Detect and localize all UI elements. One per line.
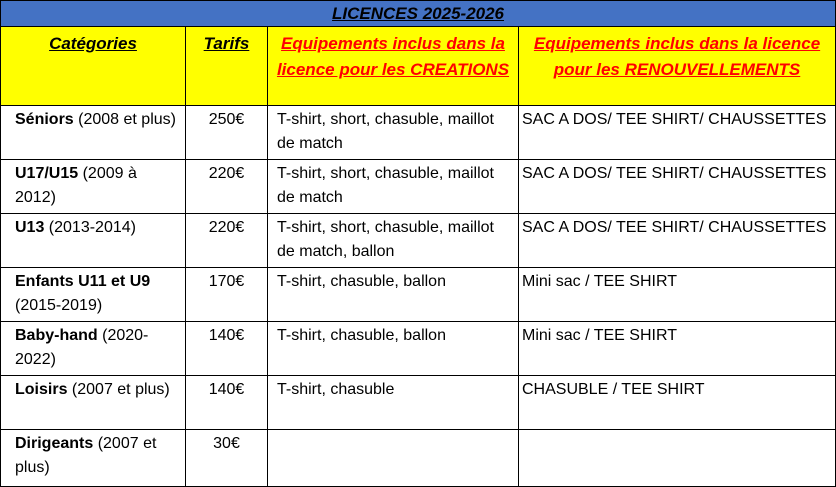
table-title-cell <box>1 1 836 27</box>
equip-renewal-cell: CHASUBLE / TEE SHIRT <box>519 376 836 430</box>
price-cell: 220€ <box>186 214 268 268</box>
category-years: (2013-2014) <box>44 219 136 236</box>
table-row <box>1 430 836 487</box>
equip-renewal-cell: SAC A DOS/ TEE SHIRT/ CHAUSSETTES <box>519 160 836 214</box>
table-row <box>1 160 836 214</box>
category-years: (2007 et plus) <box>67 381 170 398</box>
category-cell <box>1 106 186 160</box>
category-years: (2007 et plus) <box>15 435 157 476</box>
category-years: (2015-2019) <box>15 297 103 314</box>
header-row <box>1 27 836 106</box>
category-name: Dirigeants <box>15 435 94 452</box>
header-tarifs: Tarifs <box>186 27 268 106</box>
category-name: Enfants U11 et U9 <box>15 273 151 290</box>
category-years: (2008 et plus) <box>73 111 176 128</box>
category-name: U17/U15 <box>15 165 79 182</box>
table-row <box>1 214 836 268</box>
category-cell <box>1 160 186 214</box>
equip-renewal-cell: Mini sac / TEE SHIRT <box>519 268 836 322</box>
equip-renewal-cell: Mini sac / TEE SHIRT <box>519 322 836 376</box>
category-cell <box>1 376 186 430</box>
category-cell <box>1 214 186 268</box>
table-row <box>1 376 836 430</box>
equip-renewal-cell <box>519 430 836 487</box>
header-renouvellements: Equipements inclus dans la licence pour les RENOUVELLEMENTS <box>519 27 836 106</box>
category-name: Loisirs <box>15 381 68 398</box>
equip-creation-cell <box>268 430 519 487</box>
table-row <box>1 268 836 322</box>
price-cell: 170€ <box>186 268 268 322</box>
table-title: LICENCES 2025-2026 <box>332 4 505 23</box>
category-years: (2009 à 2012) <box>15 165 137 206</box>
price-cell: 140€ <box>186 322 268 376</box>
table-row <box>1 106 836 160</box>
price-cell: 30€ <box>186 430 268 487</box>
equip-creation-cell: T-shirt, chasuble, ballon <box>268 268 519 322</box>
category-name: Baby-hand <box>15 327 98 344</box>
header-creations: Equipements inclus dans la licence pour les CREATIONS <box>268 27 519 106</box>
equip-creation-cell: T-shirt, short, chasuble, maillot de match, ballon <box>268 214 519 268</box>
equip-creation-cell: T-shirt, chasuble <box>268 376 519 430</box>
category-name: U13 <box>15 219 45 236</box>
equip-creation-cell: T-shirt, short, chasuble, maillot de match <box>268 106 519 160</box>
price-cell: 220€ <box>186 160 268 214</box>
category-cell <box>1 430 186 487</box>
category-name: Séniors <box>15 111 74 128</box>
category-cell <box>1 322 186 376</box>
header-categories: Catégories <box>1 27 186 106</box>
price-cell: 140€ <box>186 376 268 430</box>
equip-creation-cell: T-shirt, short, chasuble, maillot de match <box>268 160 519 214</box>
equip-creation-cell: T-shirt, chasuble, ballon <box>268 322 519 376</box>
price-cell: 250€ <box>186 106 268 160</box>
category-years: (2020-2022) <box>15 327 149 368</box>
table-row <box>1 322 836 376</box>
category-cell <box>1 268 186 322</box>
equip-renewal-cell: SAC A DOS/ TEE SHIRT/ CHAUSSETTES <box>519 106 836 160</box>
equip-renewal-cell: SAC A DOS/ TEE SHIRT/ CHAUSSETTES <box>519 214 836 268</box>
